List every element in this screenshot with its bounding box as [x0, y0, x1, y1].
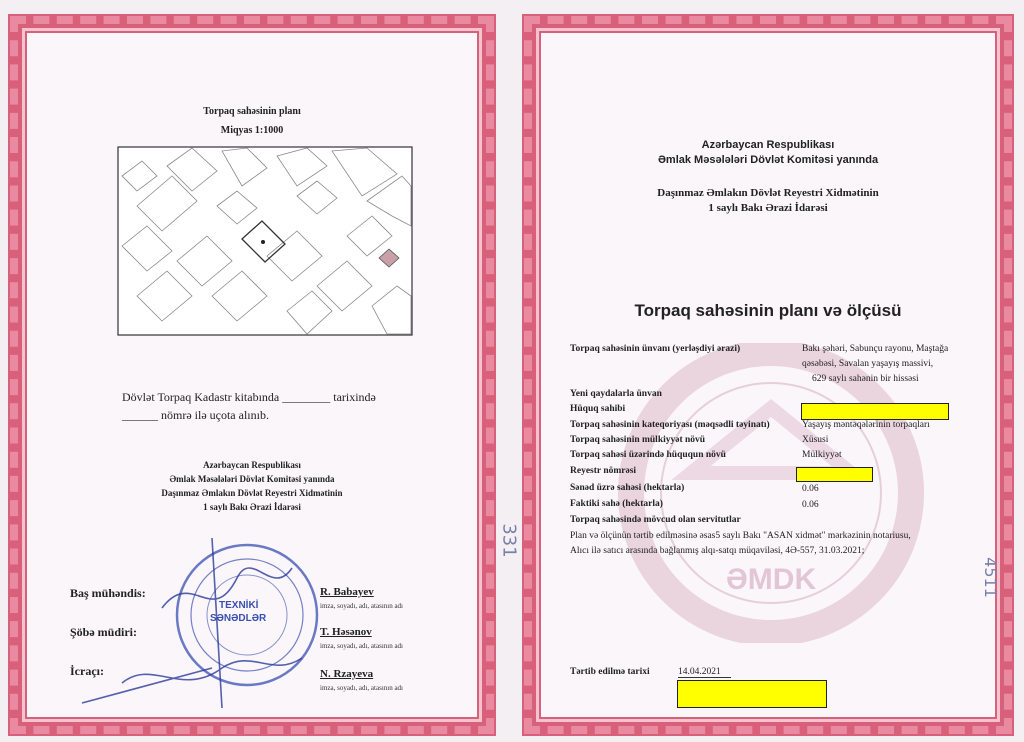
name-executor: N. Rzayeva: [320, 668, 374, 680]
role-chief-engineer: Baş mühəndis:: [70, 586, 146, 600]
address-label: Torpaq sahəsinin ünvanı (yerləşdiyi ərazi): [570, 344, 741, 354]
header-line-3: Daşınmaz Əmlakın Dövlət Reyestri Xidmətinin: [657, 187, 879, 199]
field-label-right-type: Torpaq sahəsi üzərində hüququn növü: [570, 450, 726, 460]
name-department-head: T. Həsənov: [320, 626, 372, 638]
date-label: Tərtib edilmə tarixi: [570, 667, 650, 677]
field-label-new-address: Yeni qaydalarla ünvan: [570, 389, 662, 399]
address-value-3: 629 saylı sahənin bir hissəsi: [812, 374, 919, 384]
caption-executor: imza, soyadı, adı, atasının adı: [320, 684, 404, 692]
plan-title: Torpaq sahəsinin planı: [203, 106, 301, 117]
address-value-1: Bakı şəhəri, Sabunçu rayonu, Maştağa: [802, 344, 949, 354]
role-executor: İcraçı:: [70, 664, 104, 678]
redacted-date-signature: [677, 680, 827, 708]
field-label-registry-number: Reyestr nömrəsi: [570, 466, 637, 476]
parcel-plan-drawing: [117, 146, 413, 336]
org-line-1: Azərbaycan Respublikası: [203, 460, 301, 470]
field-value-category: Yaşayış məntəqələrinin torpaqları: [802, 420, 930, 430]
field-value-right-type: Mülkiyyət: [802, 450, 842, 460]
org-line-3: Daşınmaz Əmlakın Dövlət Reyestri Xidmətinin: [161, 488, 343, 498]
field-value-actual-area: 0.06: [802, 500, 819, 510]
header-line-1: Azərbaycan Respublikası: [701, 139, 835, 151]
caption-department-head: imza, soyadı, adı, atasının adı: [320, 642, 404, 650]
emdk-watermark: [616, 343, 926, 643]
caption-chief-engineer: imza, soyadı, adı, atasının adı: [320, 602, 404, 610]
field-value-ownership-type: Xüsusi: [802, 435, 829, 445]
field-label-servitudes: Torpaq sahəsində mövcud olan servitutlar: [570, 515, 741, 525]
basis-line-1: Plan və ölçünün tərtib edilməsinə əsas5 saylı Bakı "ASAN xidmət" mərkəzinin notariusu,: [570, 531, 911, 541]
date-value: 14.04.2021: [678, 667, 731, 678]
signature-scribble: [62, 508, 332, 718]
watermark-center-text: ƏMDK: [726, 563, 817, 596]
cadastre-line-2: ______ nömrə ilə uçota alınıb.: [122, 408, 269, 422]
name-chief-engineer: R. Babayev: [320, 586, 374, 598]
plan-scale: Miqyas 1:1000: [220, 125, 284, 136]
address-value-2: qəsəbəsi, Savalan yaşayış massivi,: [802, 359, 934, 369]
field-label-category: Torpaq sahəsinin kateqoriyası (məqsədli təyinatı): [570, 420, 770, 430]
org-line-2: Əmlak Məsələləri Dövlət Komitəsi yanında: [169, 474, 335, 484]
basis-line-2: Alıcı ilə satıcı arasında bağlanmış alqı-satqı müqaviləsi, 4Ə-557, 31.03.2021;: [570, 546, 865, 556]
field-value-document-area: 0.06: [802, 484, 819, 494]
role-department-head: Şöbə müdiri:: [70, 625, 138, 639]
header-line-2: Əmlak Məsələləri Dövlət Komitəsi yanında: [657, 154, 879, 166]
margin-note-1: 331: [498, 523, 520, 558]
field-label-actual-area: Faktiki sahə (hektarla): [570, 499, 663, 509]
header-line-4: 1 saylı Bakı Ərazi İdarəsi: [708, 202, 828, 214]
main-title: Torpaq sahəsinin planı və ölçüsü: [634, 301, 902, 320]
margin-note-2: 4511: [980, 557, 1000, 598]
cadastre-line-1: Dövlət Torpaq Kadastr kitabında ________ tarixində: [122, 390, 376, 404]
redacted-owner: [801, 403, 949, 420]
field-label-document-area: Sənəd üzrə sahəsi (hektarla): [570, 483, 685, 493]
field-label-owner: Hüquq sahibi: [570, 404, 626, 414]
redacted-registry-number: [796, 467, 873, 482]
left-page: [8, 14, 496, 736]
right-page: [522, 14, 1014, 736]
field-label-ownership-type: Torpaq sahəsinin mülkiyyət növü: [570, 435, 706, 445]
stamp-text-2: SƏNƏDLƏR: [210, 613, 267, 624]
stamp-text-1: TEXNİKİ: [219, 600, 259, 611]
org-line-4: 1 saylı Bakı Ərazi İdarəsi: [203, 502, 301, 512]
